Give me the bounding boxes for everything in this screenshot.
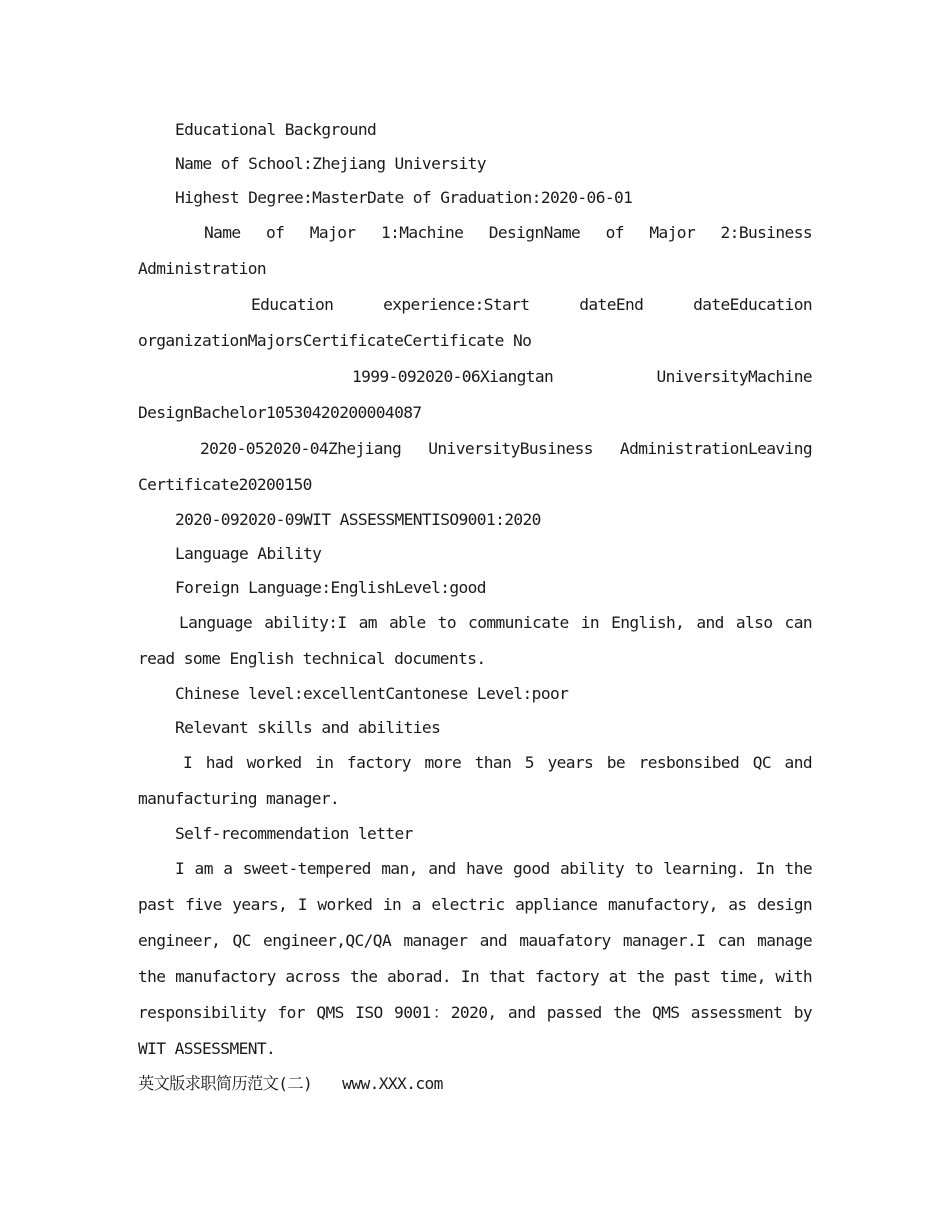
footer-line [138,1067,812,1101]
footer-title: 英文版求职简历范文(二) [138,1074,313,1093]
school-line: Name of School:Zhejiang University [175,154,486,173]
majors-line: Name of Major 1:Machine DesignName of Major 2:Business Administration [138,223,812,278]
education-row-3: 2020-092020-09WIT ASSESSMENTISO9001:2020 [175,510,541,529]
education-row-2: 2020-052020-04Zhejiang UniversityBusiness AdministrationLeaving Certificate20200150 [138,439,812,494]
foreign-language-line: Foreign Language:EnglishLevel:good [175,578,486,597]
chinese-level-line: Chinese level:excellentCantonese Level:poor [175,684,569,703]
education-heading: Educational Background [175,120,377,139]
language-heading: Language Ability [175,544,322,563]
language-ability-paragraph: Language ability:I am able to communicate in English, and also can read some English technical documents. [138,613,812,668]
skills-heading: Relevant skills and abilities [175,718,441,737]
letter-paragraph: I am a sweet-tempered man, and have good ability to learning. In the past five years, I worked in a electric appliance manufactory, as design engineer, QC engineer,QC/QA manager and mauafatory manager.I can manage the manufactory across the aborad. In that factory at the past time, with responsibility for QMS ISO 9001：2020, and passed the QMS assessment by WIT ASSESSMENT. [138,859,812,1058]
footer-url: www.XXX.com [342,1074,443,1093]
letter-heading: Self-recommendation letter [175,824,413,843]
document-page [138,113,812,1101]
education-row-1: 1999-092020-06Xiangtan UniversityMachine DesignBachelor10530420200004087 [138,367,812,422]
degree-line: Highest Degree:MasterDate of Graduation:2020-06-01 [175,188,633,207]
skills-paragraph: I had worked in factory more than 5 years be resbonsibed QC and manufacturing manager. [138,753,812,808]
experience-header: Education experience:Start dateEnd dateEducation organizationMajorsCertificateCertificate No [138,295,812,350]
